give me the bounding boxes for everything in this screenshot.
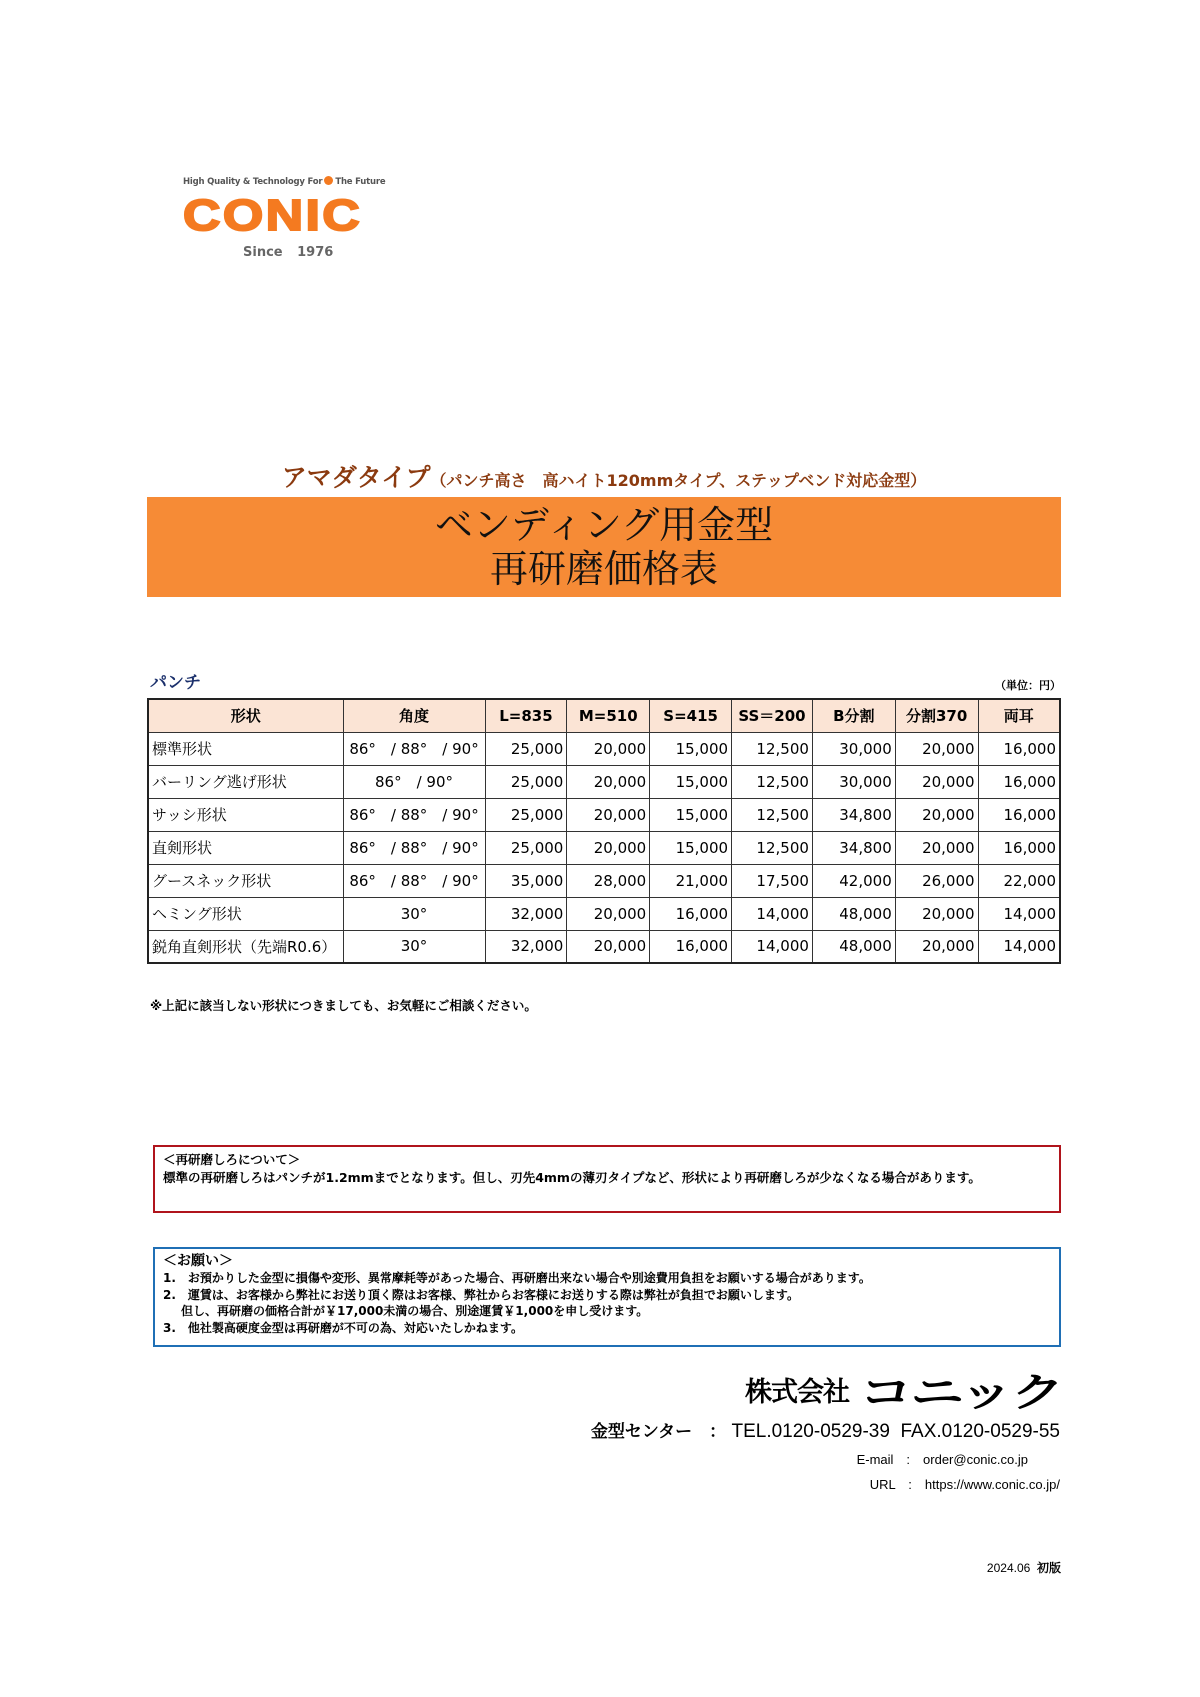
logo-since: Since 1976 — [243, 245, 334, 260]
price-cell: 14,000 — [732, 930, 813, 963]
price-cell: 25,000 — [485, 798, 567, 831]
edition-date: 2024.06 — [986, 1561, 1031, 1575]
price-cell: 16,000 — [650, 930, 732, 963]
title-line-1: ベンディング用金型 — [434, 503, 774, 547]
center-label: 金型センター ： — [590, 1422, 727, 1442]
price-cell: 48,000 — [812, 930, 895, 963]
price-cell: 20,000 — [567, 831, 650, 864]
orange-dot-icon — [324, 176, 333, 185]
tagline-right: The Future — [335, 177, 386, 187]
subtitle-detail: （パンチ高さ 高ハイト120mmタイプ、ステップベンド対応金型） — [430, 471, 927, 490]
price-cell: 20,000 — [895, 930, 978, 963]
angle-cell: 86° / 88° / 90° — [343, 864, 485, 897]
price-cell: 32,000 — [485, 930, 567, 963]
price-cell: 16,000 — [978, 831, 1060, 864]
price-cell: 20,000 — [895, 831, 978, 864]
price-cell: 20,000 — [567, 732, 650, 765]
price-cell: 30,000 — [812, 732, 895, 765]
tagline-left: High Quality & Technology For — [183, 177, 323, 187]
angle-cell: 86° / 88° / 90° — [343, 798, 485, 831]
angle-cell: 86° / 90° — [343, 765, 485, 798]
price-cell: 16,000 — [978, 798, 1060, 831]
price-cell: 34,800 — [812, 831, 895, 864]
tel: TEL.0120-0529-39 — [731, 1421, 890, 1442]
price-cell: 12,500 — [732, 732, 813, 765]
price-cell: 35,000 — [485, 864, 567, 897]
company-prefix: 株式会社 — [745, 1376, 849, 1408]
column-header: 分割370 — [895, 699, 978, 732]
price-cell: 20,000 — [895, 897, 978, 930]
section-label: パンチ — [150, 673, 201, 693]
column-header: 形状 — [148, 699, 343, 732]
price-cell: 21,000 — [650, 864, 732, 897]
price-cell: 16,000 — [978, 765, 1060, 798]
column-header: S=415 — [650, 699, 732, 732]
price-cell: 20,000 — [895, 765, 978, 798]
price-cell: 14,000 — [978, 897, 1060, 930]
table-row — [148, 864, 1060, 897]
price-cell: 14,000 — [978, 930, 1060, 963]
title-banner — [147, 497, 1061, 597]
website-url[interactable]: URL : https://www.conic.co.jp/ — [869, 1477, 1060, 1492]
price-cell: 20,000 — [567, 897, 650, 930]
price-cell: 26,000 — [895, 864, 978, 897]
column-header: M=510 — [567, 699, 650, 732]
request-item: 2. 運賃は、お客様から弊社にお送り頂く際はお客様、弊社からお客様にお送りする際は弊社が負担でお願いします。 — [163, 1287, 799, 1302]
price-cell: 16,000 — [650, 897, 732, 930]
angle-cell: 30° — [343, 930, 485, 963]
table-row — [148, 897, 1060, 930]
price-cell: 14,000 — [732, 897, 813, 930]
price-cell: 16,000 — [978, 732, 1060, 765]
column-header: B分割 — [812, 699, 895, 732]
column-header: 両耳 — [978, 699, 1060, 732]
column-header: L=835 — [485, 699, 567, 732]
price-cell: 12,500 — [732, 831, 813, 864]
shape-cell: 直剣形状 — [148, 831, 343, 864]
request-item: 1. お預かりした金型に損傷や変形、異常摩耗等があった場合、再研磨出来ない場合や別途費用負担をお願いする場合があります。 — [163, 1271, 871, 1285]
regrind-title: ＜再研磨しろについて＞ — [163, 1152, 301, 1167]
table-row — [148, 765, 1060, 798]
shape-cell: バーリング逃げ形状 — [148, 765, 343, 798]
price-cell: 15,000 — [650, 765, 732, 798]
logo-tagline — [183, 176, 403, 188]
price-cell: 48,000 — [812, 897, 895, 930]
fax: FAX.0120-0529-55 — [900, 1421, 1060, 1442]
table-row — [148, 798, 1060, 831]
price-cell: 32,000 — [485, 897, 567, 930]
price-cell: 25,000 — [485, 732, 567, 765]
contact-line — [591, 1420, 1060, 1444]
price-cell: 15,000 — [650, 831, 732, 864]
shape-cell: 標準形状 — [148, 732, 343, 765]
price-cell: 22,000 — [978, 864, 1060, 897]
price-cell: 20,000 — [895, 732, 978, 765]
price-cell: 42,000 — [812, 864, 895, 897]
company-name: コニック — [859, 1369, 1063, 1416]
table-row — [148, 930, 1060, 963]
email[interactable]: E-mail : order@conic.co.jp — [856, 1452, 1028, 1467]
price-cell: 25,000 — [485, 765, 567, 798]
price-cell: 15,000 — [650, 798, 732, 831]
unit-label: （単位：円） — [995, 679, 1061, 692]
subtitle-main: アマダタイプ — [281, 463, 431, 492]
price-cell: 12,500 — [732, 765, 813, 798]
regrind-info-box — [153, 1145, 1061, 1213]
price-cell: 20,000 — [567, 765, 650, 798]
request-item: 但し、再研磨の価格合計が￥17,000未満の場合、別途運賃￥1,000を申し受けます。 — [181, 1304, 649, 1318]
logo-wordmark: CONIC — [183, 191, 363, 240]
price-cell: 20,000 — [567, 930, 650, 963]
table-row — [148, 732, 1060, 765]
price-cell: 30,000 — [812, 765, 895, 798]
table-row — [148, 831, 1060, 864]
requests-title: ＜お願い＞ — [163, 1253, 233, 1269]
column-header: SS＝200 — [732, 699, 813, 732]
edition — [987, 1559, 1061, 1576]
price-cell: 34,800 — [812, 798, 895, 831]
price-table — [147, 698, 1061, 964]
request-item: 3. 他社製高硬度金型は再研磨が不可の為、対応いたしかねます。 — [163, 1320, 523, 1335]
price-cell: 20,000 — [567, 798, 650, 831]
edition-label: 初版 — [1036, 1561, 1061, 1575]
price-cell: 15,000 — [650, 732, 732, 765]
consult-note: ※上記に該当しない形状につきましても、お気軽にご相談ください。 — [150, 998, 537, 1013]
price-cell: 28,000 — [567, 864, 650, 897]
subtitle — [147, 458, 1061, 494]
company-logo — [745, 1368, 1063, 1416]
price-cell: 12,500 — [732, 798, 813, 831]
requests-box — [153, 1247, 1061, 1347]
price-cell: 20,000 — [895, 798, 978, 831]
shape-cell: サッシ形状 — [148, 798, 343, 831]
shape-cell: ヘミング形状 — [148, 897, 343, 930]
title-line-2: 再研磨価格表 — [489, 547, 718, 591]
conic-logo — [183, 176, 403, 261]
regrind-text: 標準の再研磨しろはパンチが1.2mmまでとなります。但し、刃先4mmの薄刃タイプなど、形状により再研磨しろが少なくなる場合があります。 — [163, 1170, 981, 1185]
table-header-row — [148, 699, 1060, 732]
column-header: 角度 — [343, 699, 485, 732]
price-cell: 17,500 — [732, 864, 813, 897]
angle-cell: 86° / 88° / 90° — [343, 831, 485, 864]
shape-cell: 鋭角直剣形状（先端R0.6） — [148, 930, 343, 963]
price-cell: 25,000 — [485, 831, 567, 864]
angle-cell: 30° — [343, 897, 485, 930]
shape-cell: グースネック形状 — [148, 864, 343, 897]
angle-cell: 86° / 88° / 90° — [343, 732, 485, 765]
